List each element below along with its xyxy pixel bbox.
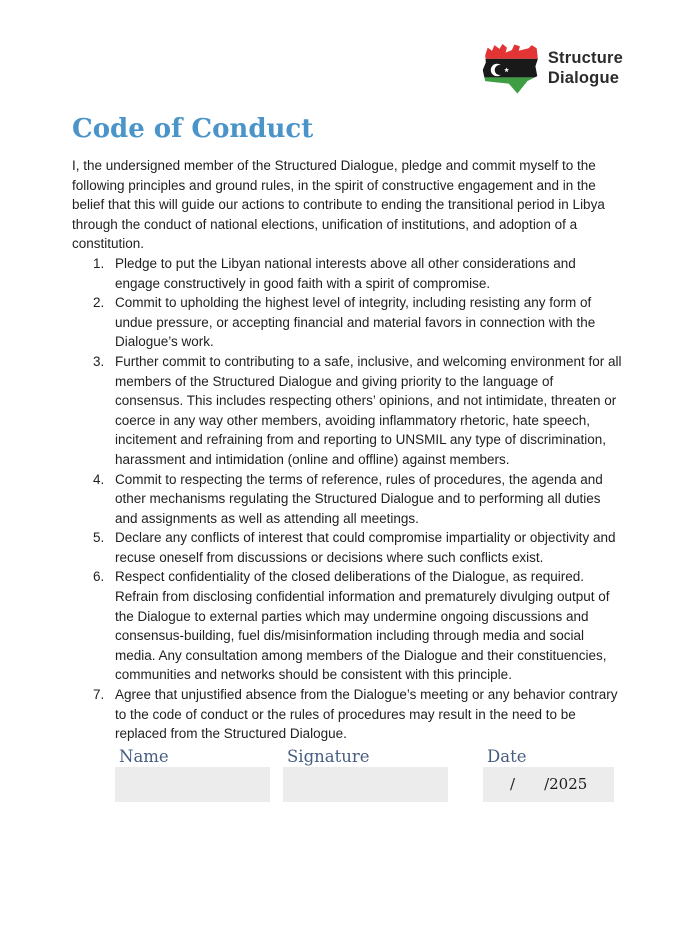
list-item xyxy=(72,254,622,293)
list-item-number: 6. xyxy=(93,569,105,585)
list-item-text: Commit to upholding the highest level of integrity, including resisting any form of undue pressure, or accepting financial and material favors in connection with the Dialogue’s work. xyxy=(115,295,596,350)
list-item xyxy=(72,470,622,529)
list-item-number: 5. xyxy=(93,530,105,546)
list-item-number: 4. xyxy=(93,471,105,487)
list-item xyxy=(72,567,622,685)
list-item-number: 3. xyxy=(93,353,105,369)
list-item-text: Commit to respecting the terms of reference, rules of procedures, the agenda and other mechanisms regulating the Structured Dialogue and to performing all duties and assignments as well as attending all meetings. xyxy=(115,471,603,526)
signature-field-group xyxy=(283,747,448,802)
logo-wordmark xyxy=(548,48,623,88)
page-title: Code of Conduct xyxy=(72,114,314,144)
date-input[interactable] xyxy=(483,767,614,802)
intro-paragraph: I, the undersigned member of the Structured Dialogue, pledge and commit myself to the following principles and ground rules, in the spirit of constructive engagement and in the belief that this will guide our actions to contribute to ending the transitional period in Libya through the conduct of national elections, unification of institutions, and adoption of a constitution. xyxy=(72,158,605,252)
logo xyxy=(479,40,623,95)
logo-line2: Dialogue xyxy=(547,68,620,87)
list-item xyxy=(72,293,622,352)
list-item xyxy=(72,685,622,744)
libya-map-flag-icon xyxy=(479,40,541,95)
document-content xyxy=(72,114,622,809)
date-field-group xyxy=(483,747,614,802)
list-item-number: 1. xyxy=(93,255,105,271)
signature-label: Signature xyxy=(287,746,370,766)
list-item-number: 7. xyxy=(93,687,105,703)
date-separator: / xyxy=(510,775,516,794)
name-input[interactable] xyxy=(115,767,270,802)
list-item xyxy=(72,352,622,470)
list-item xyxy=(72,528,622,567)
logo-line1: Structure xyxy=(547,48,623,67)
list-item-text: Agree that unjustified absence from the Dialogue’s meeting or any behavior contrary to the code of conduct or the rules of procedures may result in the need to be replaced from the Structured Dialogue. xyxy=(115,687,618,742)
principles-list xyxy=(72,254,622,744)
name-field-group xyxy=(115,747,270,802)
list-item-text: Further commit to contributing to a safe, inclusive, and welcoming environment for all members of the Structured Dialogue and giving priority to the language of consensus. This includes respecting others’ opinions, and not intimidate, threaten or coerce in any way other members, avoiding inflammatory rhetoric, hate speech, incitement and refraining from and reporting to UNSMIL any type of discrimination, harassment and intimidation (online and offline) against members. xyxy=(115,353,622,467)
signature-form xyxy=(72,747,622,809)
list-item-text: Respect confidentiality of the closed deliberations of the Dialogue, as required. Refrain from disclosing confidential information and prematurely divulging output of the Dialogue to external parties which may undermine ongoing discussions and consensus-building, fuel dis/misinformation including through media and social media. Any consultation among members of the Dialogue and their constituencies, communities and networks should be consistent with this principle. xyxy=(115,569,610,683)
list-item-number: 2. xyxy=(93,295,105,311)
signature-input[interactable] xyxy=(283,767,448,802)
list-item-text: Declare any conflicts of interest that could compromise impartiality or objectivity and recuse oneself from discussions or decisions where such conflicts exist. xyxy=(115,530,616,565)
name-label: Name xyxy=(119,746,169,766)
date-year-text: /2025 xyxy=(544,775,588,794)
date-label: Date xyxy=(487,746,527,766)
list-item-text: Pledge to put the Libyan national interests above all other considerations and engage constructively in good faith with a spirit of compromise. xyxy=(115,255,576,291)
